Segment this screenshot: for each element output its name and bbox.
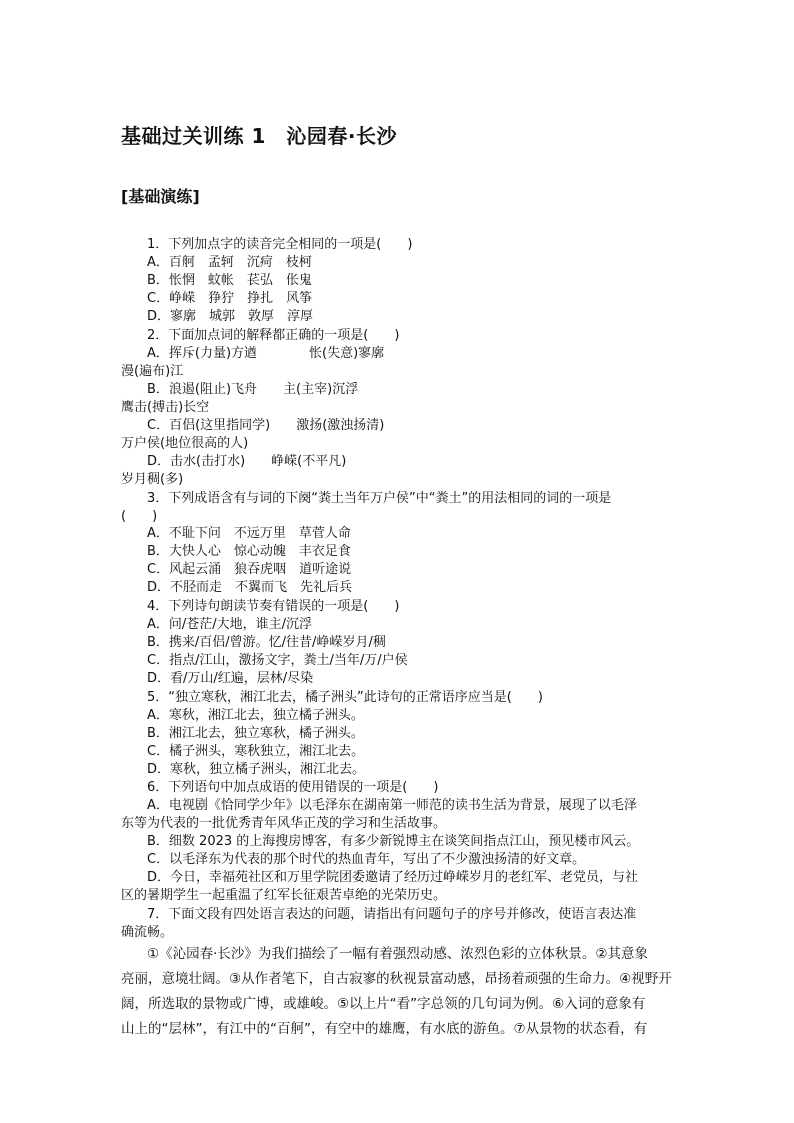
option-1a: A．百舸 孟轲 沉疴 枝柯 [147,255,312,270]
option-2a-cont: 漫(遍布)江 [121,364,184,379]
passage-line-4: 山上的“层林”，有江中的“百舸”，有空中的雄鹰，有水底的游鱼。⑦从景物的状态看，有 [121,1021,648,1037]
option-3a: A．不耻下问 不远万里 草菅人命 [147,526,351,541]
passage-line-3: 阔，所选取的景物或广博，或雄峻。⑤以上片“看”字总领的几句词为例。⑥入词的意象有 [121,996,646,1012]
option-6d-cont: 区的暑期学生一起重温了红军长征艰苦卓绝的光荣历史。 [121,888,447,903]
option-4d: D．看/万山/红遍，层林/尽染 [147,671,314,686]
page-title: 基础过关训练 1 沁园春·长沙 [121,124,397,148]
option-6d: D．今日，幸福苑社区和万里学院团委邀请了经历过峥嵘岁月的老红军、老党员，与社 [147,870,639,885]
option-5d: D．寒秋，独立橘子洲头，湘江北去。 [147,762,366,777]
option-1c: C．峥嵘 狰狞 挣扎 风筝 [147,291,313,306]
question-3: 3．下列成语含有与词的下阕“粪土当年万户侯”中“粪土”的用法相同的词的一项是 [147,491,612,506]
option-2b-cont: 鹰击(搏击)长空 [121,400,210,415]
option-6b: B．细数 2023 的上海搜房博客，有多少新锐博主在谈笑间指点江山，预见楼市风云。 [147,834,640,849]
question-7-cont: 确流畅。 [121,925,174,940]
passage-line-2: 亮丽，意境壮阔。③从作者笔下，自古寂寥的秋视景富动感，昂扬着顽强的生命力。④视野开 [121,971,672,987]
question-7: 7．下面文段有四处语言表达的问题，请指出有问题句子的序号并修改，使语言表达准 [147,907,637,922]
option-2d: D．击水(击打水) 峥嵘(不平凡) [147,454,347,469]
option-3c: C．风起云涌 狼吞虎咽 道听途说 [147,562,352,577]
option-4c: C．指点/江山，激扬文字，粪土/当年/万/户侯 [147,653,408,668]
passage-line-1: ①《沁园春·长沙》为我们描绘了一幅有着强烈动感、浓烈色彩的立体秋景。②其意象 [147,946,648,962]
option-3d: D．不胫而走 不翼而飞 先礼后兵 [147,580,353,595]
section-header: [基础演练] [121,187,200,206]
option-6a: A．电视剧《恰同学少年》以毛泽东在湖南第一师范的读书生活为背景，展现了以毛泽 [147,798,637,813]
question-3-cont: ( ) [121,509,158,524]
option-3b: B．大快人心 惊心动魄 丰衣足食 [147,544,351,559]
option-6c: C．以毛泽东为代表的那个时代的热血青年，写出了不少激浊扬清的好文章。 [147,852,586,867]
question-5: 5．“独立寒秋，湘江北去，橘子洲头”此诗句的正常语序应当是( ) [147,690,543,705]
question-4: 4．下列诗句朗读节奏有错误的一项是( ) [147,599,400,614]
option-5a: A．寒秋，湘江北去，独立橘子洲头。 [147,708,364,723]
option-2d-cont: 岁月稠(多) [121,472,184,487]
option-1b: B．怅惘 蚊帐 苌弘 伥鬼 [147,273,312,288]
question-6: 6．下列语句中加点成语的使用错误的一项是( ) [147,780,439,795]
option-2a: A．挥斥(力量)方遒 怅(失意)寥廓 [147,346,385,361]
option-1d: D．寥廓 城郭 敦厚 淳厚 [147,309,314,324]
option-5b: B．湘江北去，独立寒秋，橘子洲头。 [147,726,364,741]
option-4b: B．携来/百侣/曾游。忆/往昔/峥嵘岁月/稠 [147,635,386,650]
option-4a: A．问/苍茫/大地，谁主/沉浮 [147,617,313,632]
question-1: 1．下列加点字的读音完全相同的一项是( ) [147,237,413,252]
option-2c-cont: 万户侯(地位很高的人) [121,436,249,451]
option-5c: C．橘子洲头，寒秋独立，湘江北去。 [147,744,365,759]
question-2: 2．下面加点词的解释都正确的一项是( ) [147,328,400,343]
option-6a-cont: 东等为代表的一批优秀青年风华正茂的学习和生活故事。 [121,816,447,831]
option-2c: C．百侣(这里指同学) 激扬(激浊扬清) [147,418,385,433]
option-2b: B．浪遏(阻止)飞舟 主(主宰)沉浮 [147,382,359,397]
